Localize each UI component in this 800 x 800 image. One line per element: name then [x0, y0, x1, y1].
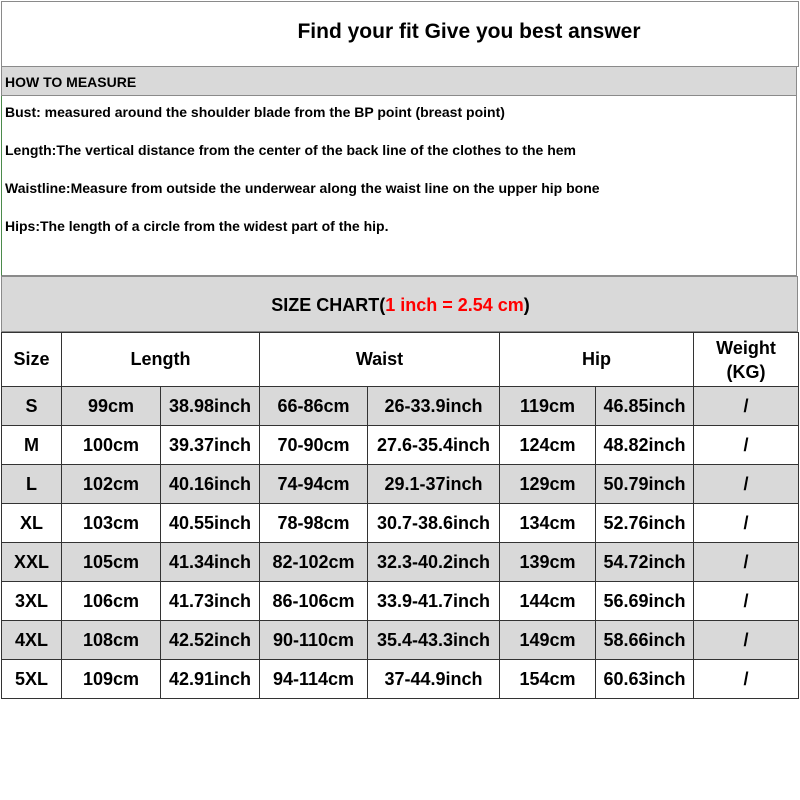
cell-hip-cm: 139cm [500, 543, 596, 582]
header-size: Size [2, 333, 62, 387]
cell-size: S [2, 387, 62, 426]
cell-length-in: 40.55inch [161, 504, 260, 543]
cell-size: 4XL [2, 621, 62, 660]
header-hip: Hip [500, 333, 694, 387]
cell-length-cm: 108cm [62, 621, 161, 660]
cell-hip-cm: 154cm [500, 660, 596, 699]
cell-waist-cm: 70-90cm [260, 426, 368, 465]
cell-waist-in: 27.6-35.4inch [368, 426, 500, 465]
cell-weight: / [694, 465, 799, 504]
table-row [2, 465, 799, 504]
cell-size: 3XL [2, 582, 62, 621]
cell-length-cm: 106cm [62, 582, 161, 621]
table-row [2, 543, 799, 582]
cell-hip-in: 56.69inch [596, 582, 694, 621]
cell-length-in: 42.91inch [161, 660, 260, 699]
table-row [2, 387, 799, 426]
cell-length-cm: 100cm [62, 426, 161, 465]
cell-waist-in: 35.4-43.3inch [368, 621, 500, 660]
size-chart-title [2, 295, 799, 316]
size-chart-title-bar [1, 276, 798, 332]
cell-hip-cm: 129cm [500, 465, 596, 504]
cell-waist-cm: 94-114cm [260, 660, 368, 699]
cell-waist-in: 29.1-37inch [368, 465, 500, 504]
cell-size: 5XL [2, 660, 62, 699]
cell-hip-in: 54.72inch [596, 543, 694, 582]
cell-hip-in: 52.76inch [596, 504, 694, 543]
cell-weight: / [694, 543, 799, 582]
hips-instruction: Hips:The length of a circle from the widest part of the hip. [5, 218, 389, 234]
cell-waist-cm: 78-98cm [260, 504, 368, 543]
header-length: Length [62, 333, 260, 387]
cell-size: M [2, 426, 62, 465]
table-row [2, 426, 799, 465]
cell-length-in: 39.37inch [161, 426, 260, 465]
cell-weight: / [694, 387, 799, 426]
cell-hip-cm: 134cm [500, 504, 596, 543]
cell-hip-in: 60.63inch [596, 660, 694, 699]
cell-waist-cm: 74-94cm [260, 465, 368, 504]
header-weight-unit: (KG) [726, 361, 766, 382]
header-waist: Waist [260, 333, 500, 387]
cell-length-in: 41.34inch [161, 543, 260, 582]
table-row [2, 504, 799, 543]
cell-length-cm: 109cm [62, 660, 161, 699]
how-to-measure-bar [1, 66, 797, 96]
size-chart-title-prefix: SIZE CHART( [271, 295, 386, 315]
cell-waist-in: 26-33.9inch [368, 387, 500, 426]
cell-length-in: 38.98inch [161, 387, 260, 426]
page-title: Find your fit Give you best answer [297, 20, 641, 43]
cell-hip-cm: 144cm [500, 582, 596, 621]
cell-waist-in: 37-44.9inch [368, 660, 500, 699]
cell-waist-cm: 82-102cm [260, 543, 368, 582]
cell-length-cm: 99cm [62, 387, 161, 426]
size-chart-table [1, 332, 799, 699]
cell-weight: / [694, 582, 799, 621]
size-chart-conversion: 1 inch = 2.54 cm [385, 295, 524, 315]
cell-weight: / [694, 504, 799, 543]
size-chart-title-suffix: ) [523, 295, 530, 315]
cell-length-in: 41.73inch [161, 582, 260, 621]
how-to-measure-heading: HOW TO MEASURE [5, 74, 137, 90]
cell-waist-cm: 86-106cm [260, 582, 368, 621]
cell-hip-in: 48.82inch [596, 426, 694, 465]
length-instruction: Length:The vertical distance from the center of the back line of the clothes to the hem [5, 142, 576, 158]
cell-weight: / [694, 660, 799, 699]
cell-hip-in: 50.79inch [596, 465, 694, 504]
table-row [2, 621, 799, 660]
cell-length-cm: 103cm [62, 504, 161, 543]
cell-waist-cm: 90-110cm [260, 621, 368, 660]
cell-hip-cm: 149cm [500, 621, 596, 660]
cell-waist-cm: 66-86cm [260, 387, 368, 426]
cell-length-in: 40.16inch [161, 465, 260, 504]
table-row [2, 660, 799, 699]
waistline-instruction: Waistline:Measure from outside the underwear along the waist line on the upper hip bone [5, 180, 600, 196]
header-weight [694, 333, 799, 387]
cell-weight: / [694, 621, 799, 660]
cell-hip-in: 58.66inch [596, 621, 694, 660]
cell-length-cm: 102cm [62, 465, 161, 504]
cell-waist-in: 30.7-38.6inch [368, 504, 500, 543]
cell-hip-cm: 119cm [500, 387, 596, 426]
table-row [2, 582, 799, 621]
cell-waist-in: 33.9-41.7inch [368, 582, 500, 621]
cell-size: XL [2, 504, 62, 543]
cell-length-cm: 105cm [62, 543, 161, 582]
bust-instruction: Bust: measured around the shoulder blade from the BP point (breast point) [5, 104, 505, 120]
measure-instructions [1, 96, 797, 276]
header-weight-label: Weight [716, 337, 776, 358]
cell-weight: / [694, 426, 799, 465]
table-header-row [2, 333, 799, 387]
cell-waist-in: 32.3-40.2inch [368, 543, 500, 582]
cell-length-in: 42.52inch [161, 621, 260, 660]
cell-size: XXL [2, 543, 62, 582]
cell-size: L [2, 465, 62, 504]
cell-hip-in: 46.85inch [596, 387, 694, 426]
cell-hip-cm: 124cm [500, 426, 596, 465]
